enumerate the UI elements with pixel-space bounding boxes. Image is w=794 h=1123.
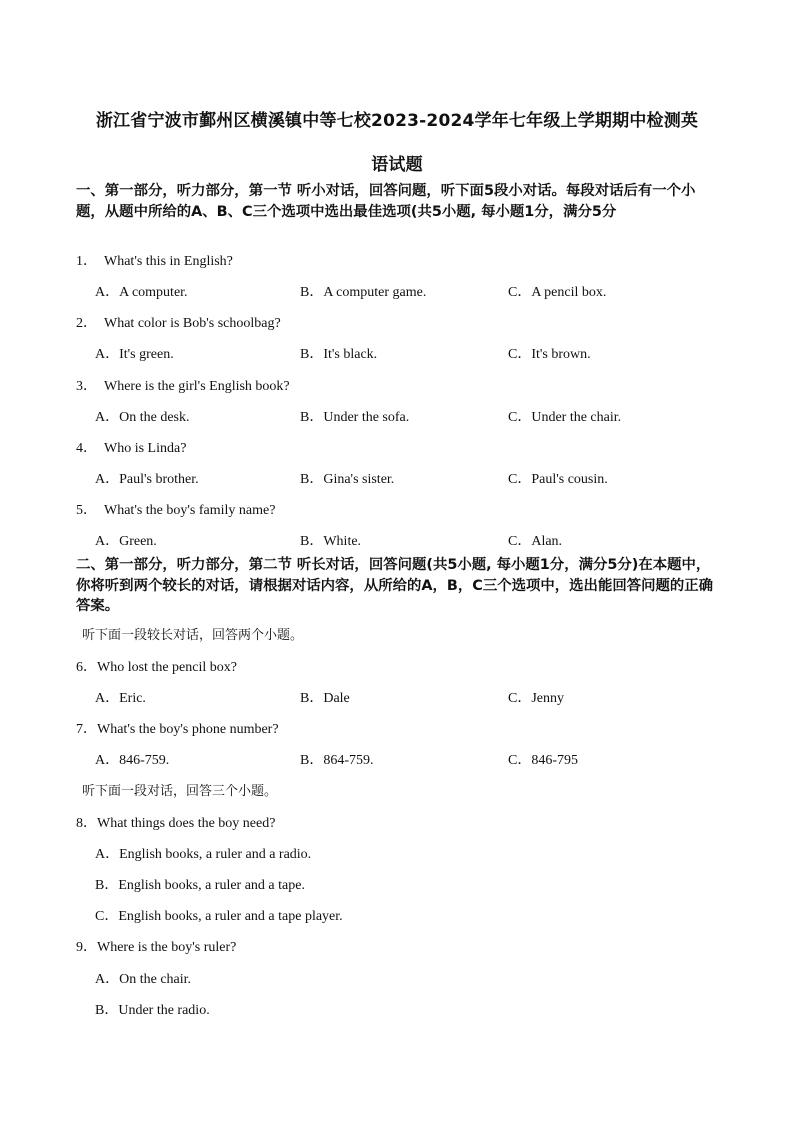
q9-option-b: B．Under the radio. [95, 1003, 210, 1018]
q7-option-c: C．846-795 [508, 753, 578, 768]
q6-option-c: C．Jenny [508, 691, 564, 706]
q8-option-c: C．English books, a ruler and a tape player. [95, 909, 343, 924]
q8-option-a: A．English books, a ruler and a radio. [95, 847, 312, 862]
q7-option-a: A．846-759. [95, 753, 170, 768]
q5-option-c: C．Alan. [508, 534, 563, 549]
q1-option-c: C．A pencil box. [508, 285, 607, 300]
q4-option-b: B．Gina's sister. [300, 472, 395, 487]
question-7: 7．What's the boy's phone number? [76, 722, 279, 737]
question-3: 3． Where is the girl's English book? [76, 379, 290, 394]
q3-option-b: B．Under the sofa. [300, 410, 410, 425]
q3-option-c: C．Under the chair. [508, 410, 622, 425]
document-title-continued: 语试题 [371, 155, 423, 175]
q5-option-a: A．Green. [95, 534, 157, 549]
q4-option-c: C．Paul's cousin. [508, 472, 608, 487]
q5-option-b: B．White. [300, 534, 362, 549]
question-1: 1． What's this in English? [76, 254, 233, 269]
listening-instruction-1: 听下面一段较长对话，回答两个小题。 [82, 628, 304, 643]
question-5: 5． What's the boy's family name? [76, 503, 276, 518]
q8-option-b: B．English books, a ruler and a tape. [95, 878, 305, 893]
q3-option-a: A．On the desk. [95, 410, 190, 425]
q4-option-a: A．Paul's brother. [95, 472, 199, 487]
document-title: 浙江省宁波市鄞州区横溪镇中等七校2023-2024学年七年级上学期期中检测英 [95, 111, 699, 131]
q6-option-a: A．Eric. [95, 691, 146, 706]
q2-option-c: C．It's brown. [508, 347, 591, 362]
q2-option-b: B．It's black. [300, 347, 378, 362]
q7-option-b: B．864-759. [300, 753, 374, 768]
section-2-heading: 二、第一部分，听力部分，第二节 听长对话，回答问题(共5小题, 每小题1分，满分5分)在本题中，你将听到两个较长的对话，请根据对话内容，从所给的A，B，C三个选项中，选出能回答问题的正确答案。 [76, 557, 714, 614]
q1-option-a: A．A computer. [95, 285, 188, 300]
question-8: 8．What things does the boy need? [76, 816, 276, 831]
listening-instruction-2: 听下面一段对话，回答三个小题。 [82, 784, 278, 799]
question-4: 4． Who is Linda? [76, 441, 187, 456]
question-2: 2． What color is Bob's schoolbag? [76, 316, 281, 331]
question-9: 9．Where is the boy's ruler? [76, 940, 237, 955]
section-1-heading: 一、第一部分，听力部分，第一节 听小对话，回答问题，听下面5段小对话。每段对话后有一个小题，从题中所给的A、B、C三个选项中选出最佳选项(共5小题, 每小题1分，满分5分 [76, 183, 696, 220]
q2-option-a: A．It's green. [95, 347, 174, 362]
q6-option-b: B．Dale [300, 691, 350, 706]
q9-option-a: A．On the chair. [95, 972, 192, 987]
q1-option-b: B．A computer game. [300, 285, 427, 300]
question-6: 6．Who lost the pencil box? [76, 660, 237, 675]
